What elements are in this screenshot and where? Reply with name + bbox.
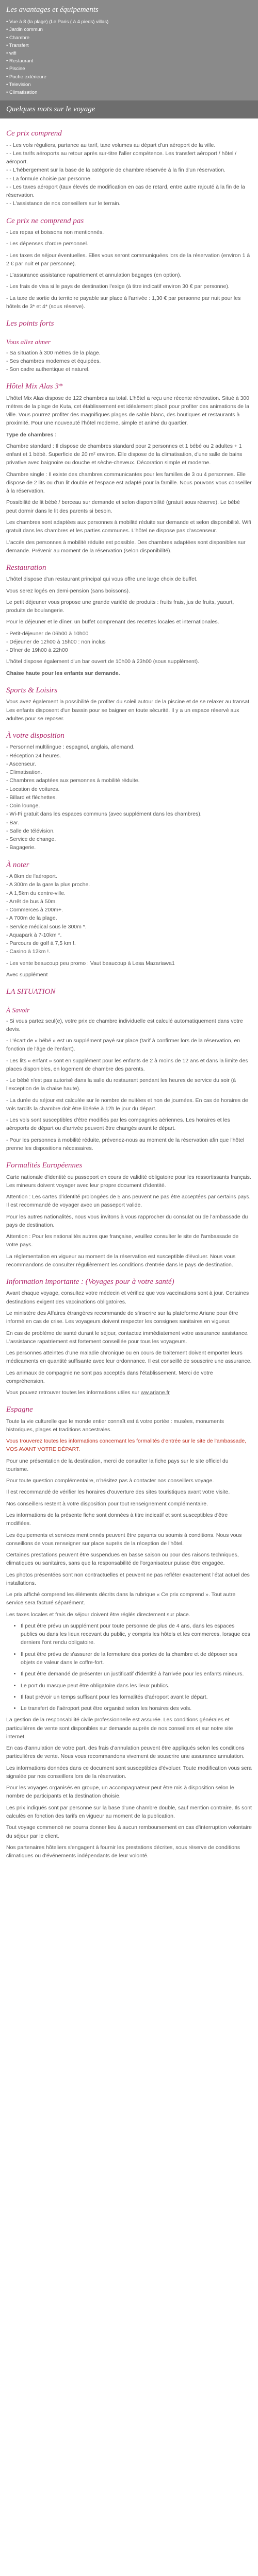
list-item: - Son cadre authentique et naturel. — [6, 366, 90, 373]
list-item: - Ses chambres modernes et équipées. — [6, 358, 101, 364]
list-item: - Billard et fléchettes. — [6, 794, 57, 801]
trip-title: Quelques mots sur le voyage — [6, 105, 95, 114]
amenity-item: • Transfert — [6, 42, 252, 49]
spain-text: Pour toute question complémentaire, n'hésitez pas à contacter nos conseillers voyage. — [6, 1478, 214, 1484]
amenity-item: • Piscine — [6, 65, 252, 73]
spain-text: Les équipements et services mentionnés peuvent être payants ou soumis à conditions. Nous vous conseillons de vous renseigner sur place auprès de la réception de l'hôtel. — [6, 1532, 242, 1547]
price-excludes-list — [6, 228, 252, 311]
list-item: - L'écart de « bébé » est un supplément payé sur place (tarif à confirmer lors de la réservation, en fonction de l'âge de l'enfant). — [6, 1038, 240, 1053]
list-item: - Service de change. — [6, 836, 56, 843]
amenity-item: • wifi — [6, 49, 252, 57]
ariane-link[interactable]: ww.ariane.fr — [140, 1389, 170, 1396]
conclusion-text: Tout voyage commencé ne pourra donner lieu à aucun remboursement en cas d'interruption volontaire du séjour par le client. — [6, 1824, 252, 1839]
list-item: - Climatisation. — [6, 769, 42, 776]
list-item: - - Les vols réguliers, partance au tarif, taxe volumes au départ d'un aéroport de la ville. — [6, 141, 252, 149]
formalities-text: Attention : Les cartes d'identité prolongées de 5 ans peuvent ne pas être acceptées par certains pays. Il est recommandé de voyager avec un passeport valide. — [6, 1194, 251, 1209]
list-item: - Sa situation à 300 mètres de la plage. — [6, 349, 101, 356]
main-content — [0, 118, 258, 1865]
room-note: Les chambres sont adaptées aux personnes à mobilité réduite sur demande et selon disponibilité. Wifi gratuit dans les chambres et les parties communes. L'hôtel ne dispose pas d'ascenseur. — [6, 519, 251, 534]
notes-heading: À noter — [6, 860, 29, 869]
info-heading: Information importante : (Voyages pour à votre santé) — [6, 1278, 174, 1286]
notices-list — [6, 1622, 252, 1713]
restaurant-text: L'hôtel dispose d'un restaurant principal qui vous offre une large choix de buffet. — [6, 576, 198, 583]
list-item: - Les repas et boissons non mentionnés. — [6, 229, 104, 235]
list-item: - Coin lounge. — [6, 803, 40, 809]
info-ref-text: Vous pouvez retrouver toutes les informations utiles sur — [6, 1389, 139, 1396]
room-standard: Chambre standard : Il dispose de chambres standard pour 2 personnes et 1 bébé ou 2 adultes + 1 enfant et 1 bébé. Superficie de 20 m² environ. Elle dispose de la climatisation, d'une salle de bains privative avec baignoire ou douche et sèche-cheveux. Décoration simple et moderne. — [6, 443, 243, 466]
info-text: Les animaux de compagnie ne sont pas acceptés dans l'établissement. Merci de votre compréhension. — [6, 1369, 213, 1384]
spain-text: Toute la vie culturelle que le monde entier connaît est à votre portée : musées, monuments historiques, plages et traditions ancestrales. — [6, 1418, 224, 1433]
info-text: Le ministère des Affaires étrangères recommande de s'inscrire sur la plateforme Ariane pour être informé en cas de crise. Les voyageurs doivent respecter les consignes sanitaires en vigueur. — [6, 1310, 238, 1325]
list-item: - Commerces à 200m+. — [6, 907, 63, 913]
list-item: - Salle de télévision. — [6, 827, 55, 834]
hotel-description: L'hôtel Mix Alas dispose de 122 chambres au total. L'hôtel a reçu une récente rénovation. Situé à 300 mètres de la plage de Kuta, cet établissement est idéalement placé pour profiter des animations de la ville. Vous pourrez profiter des magnifiques plages de sable blanc, des boutiques et restaurants à proximité. Pour une nouveauté l'hôtel moderne, simple et animé du quartier. — [6, 395, 250, 427]
restaurant-text: Vous serez logés en demi-pension (sans boissons). — [6, 587, 130, 594]
notice-item: • Le port du masque peut être obligatoire dans les lieux publics. — [21, 1682, 252, 1690]
list-item: - Ascenseur. — [6, 760, 36, 767]
list-item: - - L'hébergement sur la base de la catégorie de chambre réservée à la fin d'un réservation. — [6, 166, 252, 174]
list-item: - Les dépenses d'ordre personnel. — [6, 241, 89, 247]
sports-heading: Sports & Loisirs — [6, 686, 58, 694]
restaurant-text: Le petit déjeuner vous propose une grande variété de produits : fruits frais, jus de fruits, yaourt, produits de boulangerie. — [6, 599, 234, 614]
list-item: - Les frais de visa si le pays de destination l'exige (à titre indicatif environ 30 € par personne). — [6, 283, 230, 290]
you-will-love-heading: Vous allez aimer — [6, 338, 51, 346]
you-will-love-list — [6, 349, 252, 374]
list-item: - Chambres adaptées aux personnes à mobilité réduite. — [6, 777, 140, 784]
list-item: - Les vols sont susceptibles d'être modifiés par les compagnies aériennes. Les horaires et les aéroports de départ ou d'arrivée peuvent être changés avant le départ. — [6, 1117, 230, 1132]
spain-text: Nos conseillers restent à votre disposition pour tout renseignement complémentaire. — [6, 1500, 208, 1507]
list-item: - A 300m de la gare la plus proche. — [6, 882, 90, 888]
notes-list — [6, 872, 252, 956]
spain-heading: Espagne — [6, 1405, 33, 1414]
formalities-heading: Formalités Européennes — [6, 1161, 83, 1170]
notice-item: • Il peut être prévu de s'assurer de la fermeture des portes de la chambre et de déposer ses objets de valeur dans le coffre-fort. — [21, 1650, 252, 1667]
list-item: - Bagagerie. — [6, 844, 36, 851]
list-item: - - Les taxes aéroport (taux élevés de modification en cas de retard, entre autre rajouté à la fin de la réservation. — [6, 183, 252, 200]
spain-text: Pour une présentation de la destination, merci de consulter la fiche pays sur le site officiel du tourisme. — [6, 1458, 229, 1472]
spain-text: Certaines prestations peuvent être suspendues en basse saison ou pour des raisons techniques, climatiques ou sanitaires, sans que la responsabilité de l'organisateur puisse être engagée. — [6, 1552, 239, 1567]
list-item: - L'assurance assistance rapatriement et annulation bagages (en option). — [6, 272, 182, 279]
conclusion-text: La gestion de la responsabilité civile professionnelle est assurée. Les conditions générales et particulières de vente sont disponibles sur demande auprès de nos conseillers et sur notre site internet. — [6, 1717, 233, 1740]
list-item: - La taxe de sortie du territoire payable sur place à l'arrivée : 1,30 € par personne par nuit pour les hôtels de 3* et 4* (sous réserve). — [6, 295, 241, 310]
list-item: - Si vous partez seul(e), votre prix de chambre individuelle est calculé automatiquement dans votre devis. — [6, 1018, 243, 1032]
list-item: - - L'assistance de nos conseillers sur le terrain. — [6, 199, 252, 208]
list-item: - Réception 24 heures. — [6, 752, 61, 759]
hours-item: - Petit-déjeuner de 06h00 à 10h00 — [6, 630, 89, 637]
conclusion-text: En cas d'annulation de votre part, des frais d'annulation peuvent être appliqués selon les conditions particulières de vente. Nous vous recommandons vivement de souscrire une assurance annulation. — [6, 1745, 245, 1760]
spain-text: Les taxes locales et frais de séjour doivent être réglés directement sur place. — [6, 1611, 190, 1618]
amenity-item: • Jardin commun — [6, 26, 252, 33]
notice-item: • Il faut prévoir un temps suffisant pour les formalités d'aéroport avant le départ. — [21, 1693, 252, 1701]
room-possibility: Possibilité de lit bébé / berceau sur demande et selon disponibilité (gratuit sous réserve). Le bébé peut dormir dans le lit des parents si besoin. — [6, 499, 240, 514]
situation-list — [6, 1017, 252, 1153]
spain-text: Les photos présentées sont non contractuelles et peuvent ne pas refléter exactement l'état actuel des installations. — [6, 1571, 250, 1586]
list-item: - Les lits « enfant » sont en supplément pour les enfants de 2 à moins de 12 ans et dans la limite des places disponibles, en logement de chambre des parents. — [6, 1057, 248, 1072]
disposal-list — [6, 743, 252, 852]
notice-item: • Il peut être demandé de présenter un justificatif d'identité à l'arrivée pour les enfants mineurs. — [21, 1670, 252, 1678]
info-text: Les personnes atteintes d'une maladie chronique ou en cours de traitement doivent emporter leurs médicaments en quantité suffisante avec leur ordonnance. Il est conseillé de souscrire une assurance. — [6, 1350, 252, 1365]
info-ref — [6, 1388, 252, 1397]
amenity-item: • Vue à 8 (la plage) (Le Paris ( à 4 pieds) villas) — [6, 18, 252, 26]
list-item: - Arrêt de bus à 50m. — [6, 898, 57, 905]
notes-supplement: Avec supplément — [6, 971, 48, 978]
price-includes-list — [6, 141, 252, 208]
amenity-item: • Restaurant — [6, 57, 252, 65]
notice-item: • Le transfert de l'aéroport peut être organisé selon les horaires des vols. — [21, 1704, 252, 1713]
conclusion-text: Nos partenaires hôteliers s'engagent à fournir les prestations décrites, sous réserve de conditions climatiques ou d'événements indépendants de leur volonté. — [6, 1844, 240, 1859]
restaurant-text: Pour le déjeuner et le dîner, un buffet comprenant des recettes locales et internationales. — [6, 619, 219, 625]
situation-heading: LA SITUATION — [6, 988, 56, 996]
conclusion-text: Pour les voyages organisés en groupe, un accompagnateur peut être mis à disposition selon le nombre de participants et la destination choisie. — [6, 1785, 234, 1800]
disposal-heading: À votre disposition — [6, 732, 64, 740]
highlights-heading: Les points forts — [6, 319, 54, 328]
list-item: - Service médical sous le 300m *. — [6, 923, 87, 930]
to-know-heading: À Savoir — [6, 1006, 30, 1014]
list-item: - A 700m de la plage. — [6, 915, 57, 922]
restaurant-hours — [6, 630, 252, 655]
list-item: - A 8km de l'aéroport. — [6, 873, 57, 879]
list-item: - Parcours de golf à 7,5 km !. — [6, 940, 76, 947]
spain-text: Le prix affiché comprend les éléments décrits dans la rubrique « Ce prix comprend ». Tout autre service sera facturé séparément. — [6, 1591, 236, 1606]
list-item: - Personnel multilingue : espagnol, anglais, allemand. — [6, 744, 135, 751]
list-item: - Pour les personnes à mobilité réduite, prévenez-nous au moment de la réservation afin que l'hôtel prenne les dispositions nécessaires. — [6, 1137, 245, 1152]
accessibility-note: L'accès des personnes à mobilité réduite est possible. Des chambres adaptées sont disponibles sur demande. Prévenir au moment de la réservation (selon disponibilité). — [6, 539, 246, 554]
amenities-banner — [0, 0, 258, 100]
amenity-item: • Poche extérieure — [6, 73, 252, 81]
amenities-title: Les avantages et équipements — [6, 6, 99, 14]
restaurant-heading: Restauration — [6, 564, 46, 572]
info-text: En cas de problème de santé durant le séjour, contactez immédiatement votre assurance assistance. L'assistance rapatriement est fortement conseillée pour tous les voyageurs. — [6, 1330, 249, 1345]
formalities-text: Carte nationale d'identité ou passeport en cours de validité obligatoire pour les ressortissants français. Les mineurs doivent voyager avec leur propre document d'identité. — [6, 1174, 251, 1189]
price-includes-heading: Ce prix comprend — [6, 129, 62, 138]
price-excludes-heading: Ce prix ne comprend pas — [6, 216, 84, 225]
spain-text: Il est recommandé de vérifier les horaires d'ouverture des sites touristiques avant votre visite. — [6, 1489, 230, 1496]
list-item: - - La formule choisie par personne. — [6, 175, 252, 183]
list-item: - Le bébé n'est pas autorisé dans la salle du restaurant pendant les heures de service du soir (à l'exception de la chaise haute). — [6, 1077, 236, 1092]
amenities-list — [6, 18, 252, 96]
room-types-heading: Type de chambres : — [6, 431, 57, 438]
notes-note: - Les vente beaucoup peu promo : Vaut beaucoup à Lesa Mazariawa1 — [6, 960, 175, 967]
room-superior: Chambre single : Il existe des chambres communicantes pour les familles de 3 ou 4 personnes. Elle dispose de 2 lits ou d'un lit double et l'espace est adapté pour la famille. Nous pouvons vous conseiller à la réservation. — [6, 471, 252, 495]
spain-text: Les informations de la présente fiche sont données à titre indicatif et sont susceptibles d'être modifiées. — [6, 1512, 228, 1527]
hours-item: - Dîner de 19h00 à 22h00 — [6, 647, 68, 654]
conclusion-text: Les prix indiqués sont par personne sur la base d'une chambre double, sauf mention contraire. Ils sont calculés en fonction des tarifs en vigueur au moment de la publication. — [6, 1804, 252, 1819]
formalities-text: La réglementation en vigueur au moment de la réservation est susceptible d'évoluer. Nous vous recommandons de consulter régulièrement les conditions d'entrée dans le pays de destination. — [6, 1253, 236, 1268]
list-item: - Aquapark à 7-10km *. — [6, 931, 62, 938]
hotel-heading: Hôtel Mix Alas 3* — [6, 382, 63, 391]
list-item: - Location de voitures. — [6, 786, 60, 792]
info-text: Avant chaque voyage, consultez votre médecin et vérifiez que vos vaccinations sont à jour. Certaines destinations exigent des vaccinations obligatoires. — [6, 1290, 249, 1305]
spain-red-text: Vous trouverez toutes les informations concernant les formalités d'entrée sur le site de l'ambassade, VOS AVANT VOTRE DÉPART. — [6, 1438, 247, 1453]
list-item: - Les taxes de séjour éventuelles. Elles vous seront communiquées lors de la réservation (environ 1 à 2 € par nuit et par personne). — [6, 252, 250, 267]
list-item: - - Les tarifs aéroports au retour après sur-titre l'aller compétence. Les transfert aéroport / hôtel / aéroport. — [6, 149, 252, 166]
list-item: - Wi-Fi gratuit dans les espaces communs (avec supplément dans les chambres). — [6, 811, 202, 818]
sports-text: Vous avez également la possibilité de profiter du soleil autour de la piscine et de se relaxer au transat. Les enfants disposent d'un bassin pour se baigner en toute sécurité. Il y a un espace réservé aux adultes pour se reposer. — [6, 699, 251, 722]
notice-item: • Il peut être prévu un supplément pour toute personne de plus de 4 ans, dans les espaces publics ou dans les lieux recevant du public, y compris les hôtels et les commerces, lorsque ces derniers l'ont rendu obligatoire. — [21, 1622, 252, 1647]
hours-item: - Déjeuner de 12h00 à 15h00 : non inclus — [6, 638, 106, 645]
amenity-item: • Climatisation — [6, 89, 252, 96]
list-item: - A 1,5km du centre-ville. — [6, 890, 66, 896]
restaurant-text: L'hôtel dispose également d'un bar ouvert de 10h00 à 23h00 (sous supplément). — [6, 658, 200, 665]
list-item: - La durée du séjour est calculée sur le nombre de nuitées et non de journées. En cas de horaires de vols tardifs la chambre doit être libérée à 12h le jour du départ. — [6, 1097, 248, 1112]
trip-banner — [0, 100, 258, 118]
list-item: - Bar. — [6, 819, 20, 826]
amenity-item: • Chambre — [6, 34, 252, 42]
amenity-item: • Television — [6, 81, 252, 89]
formalities-text: Attention : Pour les nationalités autres que française, veuillez consulter le site de l'ambassade de votre pays. — [6, 1233, 239, 1248]
conclusion-text: Les informations données dans ce document sont susceptibles d'évoluer. Toute modification vous sera signalée par nos conseillers lors de la réservation. — [6, 1765, 252, 1780]
formalities-text: Pour les autres nationalités, nous vous invitons à vous rapprocher du consulat ou de l'ambassade du pays de destination. — [6, 1213, 248, 1228]
restaurant-text: Chaise haute pour les enfants sur demande. — [6, 670, 120, 676]
list-item: - Casino à 12km !. — [6, 948, 51, 955]
